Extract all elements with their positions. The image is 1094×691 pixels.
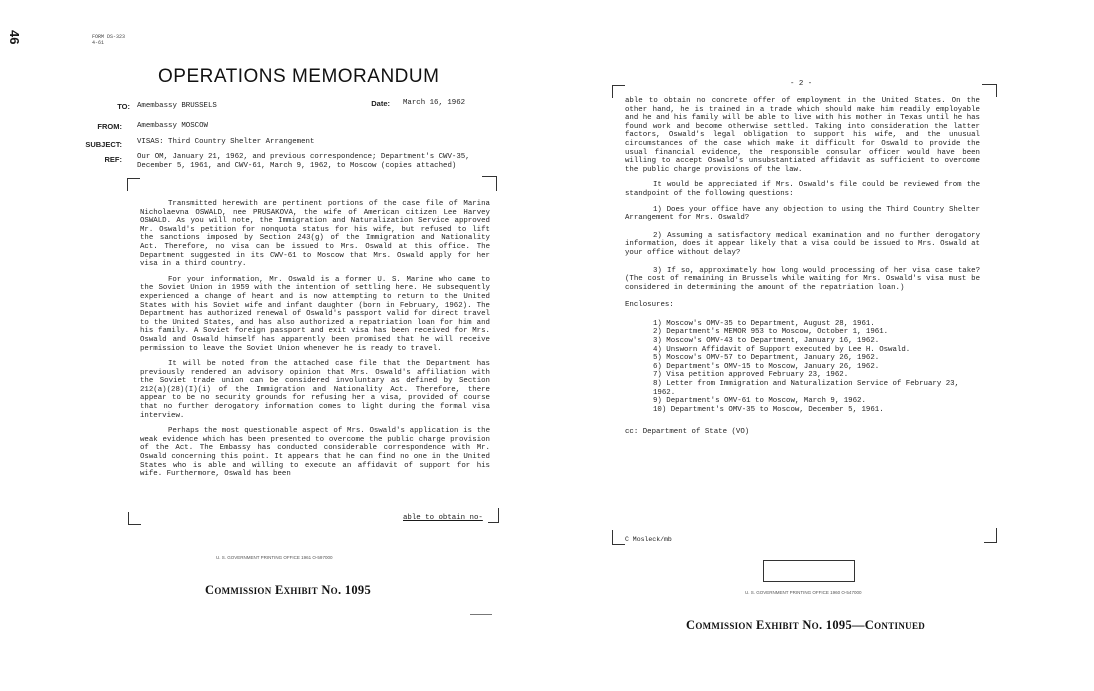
enclosure-item: 2) Department's MEMOR 953 to Moscow, October 1, 1961.	[653, 328, 889, 337]
corner-bracket-bottom-right	[488, 508, 499, 523]
enclosure-item: 4) Unsworn Affidavit of Support executed by Lee H. Oswald.	[653, 345, 911, 354]
memo-body-left	[140, 200, 490, 486]
date-value: March 16, 1962	[403, 99, 466, 107]
corner-bracket-bottom-left-right-page	[612, 530, 625, 545]
enclosure-item: 8) Letter from Immigration and Naturalization Service of February 23, 1962.	[653, 380, 960, 397]
gpo-mark-left: U. S. GOVERNMENT PRINTING OFFICE 1961 O-597000	[216, 555, 333, 560]
paragraph-3: It will be noted from the attached case file that the Department has previously rendered an advisory opinion that Mrs. Oswald's affiliation with the Soviet trade union can be considered involuntary as defined by Section 212(a)(28)(I)(i) of the Immigration and Nationality Act. Therefore, there appear to be no security grounds for refusing her a visa, provided of course that no further derogatory information comes to light during the formal visa interview.	[140, 360, 490, 420]
exhibit-caption-right: Commission Exhibit No. 1095—Continued	[686, 618, 926, 632]
from-label: FROM:	[97, 122, 122, 131]
subject-value: VISAS: Third Country Shelter Arrangement	[137, 138, 315, 146]
enclosures-label: Enclosures:	[625, 301, 674, 310]
enclosure-item: 1) Moscow's OMV-35 to Department, August 28, 1961.	[653, 319, 875, 328]
continuation-text: able to obtain no-	[403, 514, 483, 522]
cc-line: cc: Department of State (VO)	[625, 428, 750, 437]
exhibit-caption-left: Commission Exhibit No. 1095	[205, 583, 372, 597]
form-identifier: FORM DS-323 4-61	[92, 34, 126, 46]
enclosure-item: 9) Department's OMV-61 to Moscow, March 9, 1962.	[653, 397, 866, 406]
enclosures-list	[625, 320, 980, 415]
ref-value: Our OM, January 21, 1962, and previous correspondence; Department's CWV-35, December 5, 1961, and CWV-61, March 9, 1962, to Moscow (copies attached)	[137, 153, 470, 170]
to-label: TO:	[117, 102, 130, 111]
page-number-right: - 2 -	[790, 80, 813, 88]
gpo-mark-right: U. S. GOVERNMENT PRINTING OFFICE 1960 O-547000	[745, 590, 862, 595]
corner-bracket-bottom-left	[128, 512, 141, 525]
to-value: Amembassy BRUSSELS	[137, 102, 217, 110]
corner-bracket-top-left-right-page	[612, 85, 625, 98]
divider-mark	[470, 614, 492, 615]
question-3: 3) If so, approximately how long would processing of her visa case take? (The cost of remaining in Brussels while waiting for Mrs. Oswald's visa must be considered in determining the amount of the repatriation loan.)	[625, 266, 980, 292]
paragraph-4: Perhaps the most questionable aspect of Mrs. Oswald's application is the weak evidence which has been presented to overcome the public charge provision of the Act. The Embassy has conducted considerable correspondence with Mr. Oswald concerning this point. It appears that he can find no one in the United States who is able and willing to execute an affidavit of support for his wife. Furthermore, Oswald has been	[140, 427, 490, 479]
from-value: Amembassy MOSCOW	[137, 122, 208, 130]
questions-intro: It would be appreciated if Mrs. Oswald's file could be reviewed from the standpoint of the following questions:	[625, 181, 980, 198]
corner-bracket-bottom-right-right-page	[984, 528, 997, 543]
enclosure-item: 10) Department's OMV-35 to Moscow, December 5, 1961.	[653, 405, 884, 414]
enclosure-item: 7) Visa petition approved February 23, 1962.	[653, 371, 849, 380]
corner-bracket-top-right-right-page	[982, 84, 997, 97]
drafter-initials: C Mosleck/mb	[625, 536, 672, 543]
corner-bracket-top-right	[482, 176, 497, 191]
paragraph-2: For your information, Mr. Oswald is a former U. S. Marine who came to the Soviet Union in 1959 with the intention of settling here. He subsequently experienced a change of heart and is now attempting to return to the United States with his Soviet wife and infant daughter (born in February, 1962). The Department has authorized renewal of Oswald's passport valid for direct travel to the United States, and has also authorized a repatriation loan for him and his family. A Soviet foreign passport and exit visa has been received for Mrs. Oswald and Oswald himself has apparently been promised that he will receive permission to leave the Soviet Union whenever he is ready to travel.	[140, 275, 490, 353]
enclosure-item: 5) Moscow's OMV-57 to Department, January 26, 1962.	[653, 354, 880, 363]
memo-title: OPERATIONS MEMORANDUM	[158, 66, 440, 87]
corner-bracket-top-left	[127, 178, 140, 191]
question-2: 2) Assuming a satisfactory medical examination and no further derogatory information, does it appear likely that a visa could be issued to Mrs. Oswald at your office without delay?	[625, 231, 980, 257]
opening-paragraph: able to obtain no concrete offer of employment in the United States. On the other hand, he is trained in a trade which should make him readily employable and he and his family will be able to live with his mother in Texas until he has found work and become otherwise settled. Taking into consideration the latter factors, Oswald's legal obligation to support his wife, and the unusual circumstances of the case which make it difficult for Oswald to provide the usual financial evidence, the responsible consular officer would have been willing to accept Oswald's unsubstantiated affidavit as sufficient to overcome the public charge provisions of the law.	[625, 97, 980, 174]
page-number: 46	[7, 30, 22, 45]
blank-box	[763, 560, 855, 582]
question-1: 1) Does your office have any objection to using the Third Country Shelter Arrangement for Mrs. Oswald?	[625, 205, 980, 223]
enclosure-item: 6) Department's OMV-15 to Moscow, January 26, 1962.	[653, 362, 880, 371]
subject-label: SUBJECT:	[85, 140, 122, 149]
enclosure-item: 3) Moscow's OMV-43 to Department, January 16, 1962.	[653, 337, 880, 346]
memo-body-right	[625, 97, 980, 437]
date-label: Date:	[371, 99, 390, 108]
paragraph-1: Transmitted herewith are pertinent portions of the case file of Marina Nicholaevna OSWALD, nee PRUSAKOVA, the wife of American citizen Lee Harvey OSWALD. As you will note, the Immigration and Naturalization Service approved Mr. Oswald's petition for nonquota status for his wife, but refused to lift the sanctions imposed by Section 243(g) of the Immigration and Nationality Act. Therefore, no visa can be issued to Mrs. Oswald at this office. The Department suggested in its CWV-61 to Moscow that Mrs. Oswald apply for her visa in a third country.	[140, 200, 490, 269]
ref-label: REF:	[104, 155, 122, 164]
